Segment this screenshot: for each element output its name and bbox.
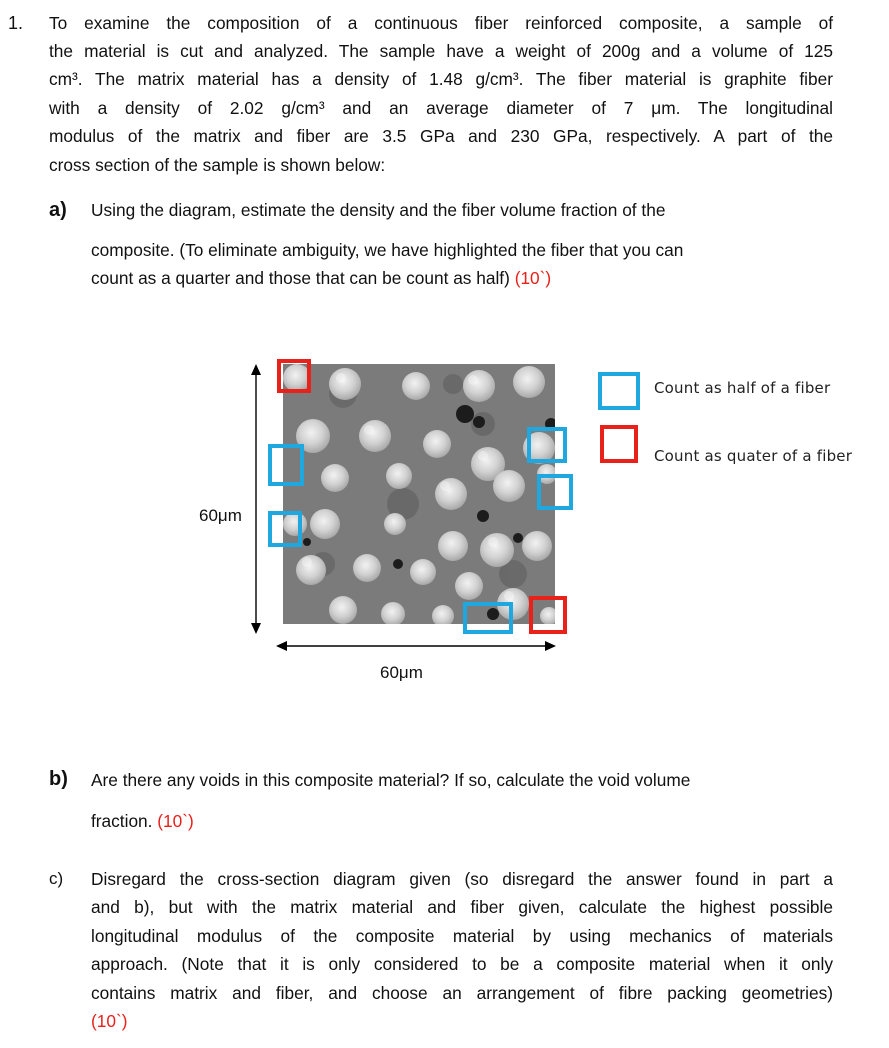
quarter-highlight-box — [277, 359, 311, 393]
part-b-line-1: Are there any voids in this composite material? If so, calculate the void volume — [91, 770, 691, 790]
part-c-points: (10`) — [91, 1011, 128, 1031]
part-c-line-2: and b), but with the matrix material and fiber given, calculate the highest possible — [91, 897, 833, 917]
half-highlight-box — [268, 444, 304, 486]
height-dimension-label: 60μm — [199, 506, 242, 525]
width-dimension-label: 60μm — [380, 663, 423, 682]
half-highlight-box — [527, 427, 567, 463]
part-c-line-1: Disregard the cross-section diagram given (so disregard the answer found in part a — [91, 869, 833, 889]
part-c-label: c) — [49, 869, 64, 888]
quarter-legend-swatch — [600, 425, 638, 463]
part-c-line-4: approach. (Note that it is only considered to be a composite material when it only — [91, 954, 833, 974]
half-highlight-box — [537, 474, 573, 510]
part-a-points: (10`) — [514, 268, 552, 288]
half-highlight-box — [268, 511, 302, 547]
part-a-line-1: Using the diagram, estimate the density and the fiber volume fraction of the — [91, 200, 666, 220]
height-dimension-arrow — [248, 364, 264, 634]
part-b-line-2-wrap — [91, 807, 194, 835]
part-c-line-5: contains matrix and fiber, and choose an arrangement of fibre packing geometries) — [91, 983, 833, 1003]
part-c-line-3: longitudinal modulus of the composite material by using mechanics of materials — [91, 926, 833, 946]
part-a-label: a) — [49, 199, 67, 221]
question-number: 1. — [8, 13, 24, 33]
micrograph-image — [283, 364, 555, 624]
intro-line-5: modulus of the matrix and fiber are 3.5 GPa and 230 GPa, respectively. A part of the — [49, 126, 833, 146]
half-legend-label: Count as half of a fiber — [654, 379, 831, 397]
intro-line-4: with a density of 2.02 g/cm³ and an average diameter of 7 μm. The longitudinal — [49, 98, 833, 118]
part-a-line-3: count as a quarter and those that can be count as half) — [91, 268, 510, 288]
half-highlight-box — [463, 602, 513, 634]
part-b-points: (10`) — [157, 811, 194, 831]
intro-line-1: To examine the composition of a continuous fiber reinforced composite, a sample of — [49, 13, 833, 33]
part-a-line-3-wrap — [91, 264, 551, 292]
quarter-highlight-box — [529, 596, 567, 634]
intro-line-6: cross section of the sample is shown below: — [49, 155, 386, 175]
width-dimension-arrow — [276, 638, 556, 654]
half-legend-swatch — [598, 372, 640, 410]
part-b-label: b) — [49, 768, 68, 790]
part-a-line-2: composite. (To eliminate ambiguity, we have highlighted the fiber that you can — [91, 240, 684, 260]
intro-line-3: cm³. The matrix material has a density of 1.48 g/cm³. The fiber material is graphite fiber — [49, 69, 833, 89]
part-b-line-2: fraction. — [91, 811, 153, 831]
intro-line-2: the material is cut and analyzed. The sample have a weight of 200g and a volume of 125 — [49, 41, 833, 61]
quarter-legend-label: Count as quater of a fiber — [654, 447, 853, 465]
